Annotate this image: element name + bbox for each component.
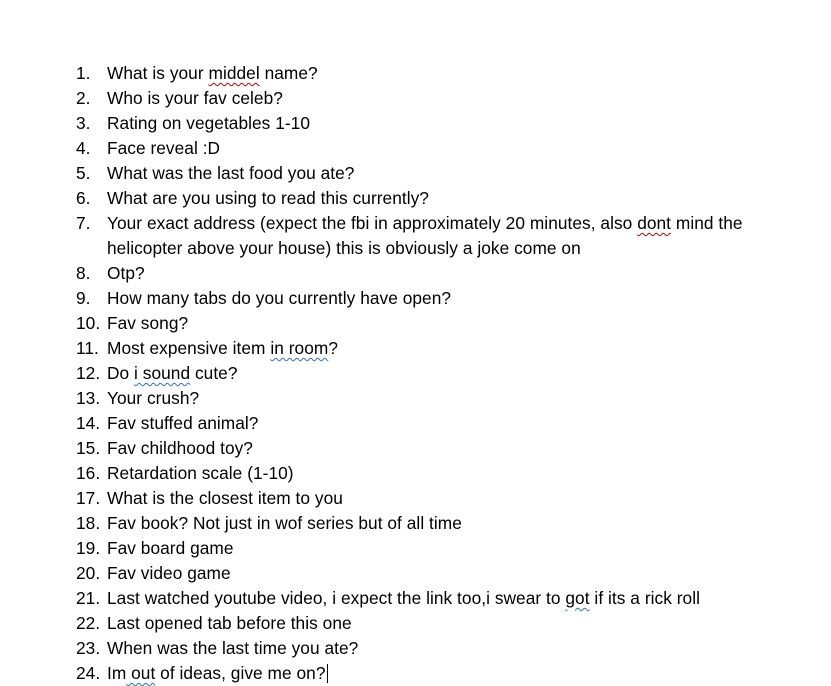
- text-run: How many tabs do you currently have open?: [107, 288, 452, 308]
- list-item-number: 9.: [76, 288, 91, 308]
- list-item-number: 6.: [76, 188, 91, 208]
- list-item-number: 24.: [76, 663, 101, 683]
- list-item-number: 8.: [76, 263, 91, 283]
- text-run: Retardation scale (1-10): [107, 463, 294, 483]
- text-run: Who is your fav celeb?: [107, 88, 283, 108]
- list-item-number: 15.: [76, 438, 101, 458]
- list-item[interactable]: [76, 511, 796, 536]
- spelling-error-underline: middel: [208, 63, 260, 83]
- text-run: of ideas, give me on?: [155, 663, 326, 683]
- list-item[interactable]: [76, 586, 796, 611]
- list-item[interactable]: [76, 136, 796, 161]
- list-item[interactable]: [76, 636, 796, 661]
- list-item-text: [107, 461, 796, 486]
- list-item-text: [107, 86, 796, 111]
- list-item[interactable]: [76, 86, 796, 111]
- text-run: Do: [107, 363, 135, 383]
- list-item-number: 7.: [76, 213, 91, 233]
- grammar-error-underline: i sound: [134, 363, 191, 383]
- text-run: Most expensive item: [107, 338, 271, 358]
- list-item-number: 18.: [76, 513, 101, 533]
- list-item-number: 13.: [76, 388, 101, 408]
- list-item[interactable]: [76, 261, 796, 286]
- list-item-text: [107, 436, 796, 461]
- text-run: Rating on vegetables 1-10: [107, 113, 311, 133]
- list-item[interactable]: [76, 61, 796, 86]
- list-item-text: [107, 611, 796, 636]
- text-run: Otp?: [107, 263, 145, 283]
- list-item[interactable]: [76, 486, 796, 511]
- list-item-text: [107, 186, 796, 211]
- text-run: When was the last time you ate?: [107, 638, 359, 658]
- list-item[interactable]: [76, 561, 796, 586]
- text-run: cute?: [190, 363, 238, 383]
- list-item-text: [107, 486, 796, 511]
- text-run: Fav board game: [107, 538, 234, 558]
- list-item-text: [107, 536, 796, 561]
- list-item[interactable]: [76, 211, 796, 261]
- text-run: Fav book? Not just in wof series but of all time: [107, 513, 462, 533]
- list-item-number: 2.: [76, 88, 91, 108]
- list-item-number: 3.: [76, 113, 91, 133]
- list-item-text: [107, 211, 796, 261]
- list-item[interactable]: [76, 161, 796, 186]
- list-item[interactable]: [76, 661, 796, 686]
- text-run: What was the last food you ate?: [107, 163, 355, 183]
- list-item[interactable]: [76, 311, 796, 336]
- list-item-number: 22.: [76, 613, 101, 633]
- list-item-number: 16.: [76, 463, 101, 483]
- text-run: Face reveal :D: [107, 138, 221, 158]
- text-run: Fav song?: [107, 313, 189, 333]
- text-run: Your crush?: [107, 388, 200, 408]
- list-item-text: [107, 286, 796, 311]
- text-run: Fav childhood toy?: [107, 438, 253, 458]
- list-item[interactable]: [76, 411, 796, 436]
- text-run: Your exact address (expect the fbi in approximately 20 minutes, also: [107, 213, 638, 233]
- list-item-text: [107, 361, 796, 386]
- text-cursor: [327, 664, 328, 683]
- text-run: name?: [259, 63, 318, 83]
- list-item-number: 20.: [76, 563, 101, 583]
- list-item-text: [107, 311, 796, 336]
- list-item-number: 14.: [76, 413, 101, 433]
- text-run: Last watched youtube video, i expect the link too,i swear to: [107, 588, 566, 608]
- list-item[interactable]: [76, 461, 796, 486]
- grammar-error-underline: in room: [270, 338, 329, 358]
- list-item-text: [107, 261, 796, 286]
- list-item-text: [107, 561, 796, 586]
- list-item-text: [107, 61, 796, 86]
- list-item-number: 10.: [76, 313, 101, 333]
- question-list: [76, 61, 796, 686]
- text-run: Im: [107, 663, 127, 683]
- list-item[interactable]: [76, 111, 796, 136]
- text-run: ?: [328, 338, 338, 358]
- list-item-text: [107, 586, 796, 611]
- list-item-number: 17.: [76, 488, 101, 508]
- list-item-text: [107, 636, 796, 661]
- list-item[interactable]: [76, 186, 796, 211]
- text-run: What are you using to read this currently?: [107, 188, 429, 208]
- list-item-number: 5.: [76, 163, 91, 183]
- list-item-number: 11.: [76, 338, 99, 358]
- list-item[interactable]: [76, 536, 796, 561]
- text-run: mind the helicopter above your house) this is obviously a joke come on: [107, 213, 743, 258]
- grammar-error-underline: got: [565, 588, 590, 608]
- text-run: Last opened tab before this one: [107, 613, 352, 633]
- list-item-text: [107, 336, 796, 361]
- list-item-number: 19.: [76, 538, 101, 558]
- text-run: Fav video game: [107, 563, 231, 583]
- list-item-text: [107, 411, 796, 436]
- grammar-error-underline: out: [126, 663, 156, 683]
- list-item-text: [107, 111, 796, 136]
- text-run: What is the closest item to you: [107, 488, 343, 508]
- list-item-text: [107, 661, 796, 686]
- list-item-number: 12.: [76, 363, 101, 383]
- list-item-text: [107, 161, 796, 186]
- spelling-error-underline: dont: [637, 213, 672, 233]
- list-item[interactable]: [76, 386, 796, 411]
- list-item[interactable]: [76, 611, 796, 636]
- text-run: What is your: [107, 63, 209, 83]
- list-item-text: [107, 136, 796, 161]
- list-item-number: 23.: [76, 638, 101, 658]
- list-item-text: [107, 386, 796, 411]
- list-item[interactable]: [76, 436, 796, 461]
- list-item-text: [107, 511, 796, 536]
- list-item-number: 1.: [76, 63, 91, 83]
- text-run: if its a rick roll: [589, 588, 700, 608]
- list-item-number: 4.: [76, 138, 91, 158]
- text-run: Fav stuffed animal?: [107, 413, 259, 433]
- list-item[interactable]: [76, 286, 796, 311]
- list-item[interactable]: [76, 361, 796, 386]
- list-item[interactable]: [76, 336, 796, 361]
- list-item-number: 21.: [76, 588, 101, 608]
